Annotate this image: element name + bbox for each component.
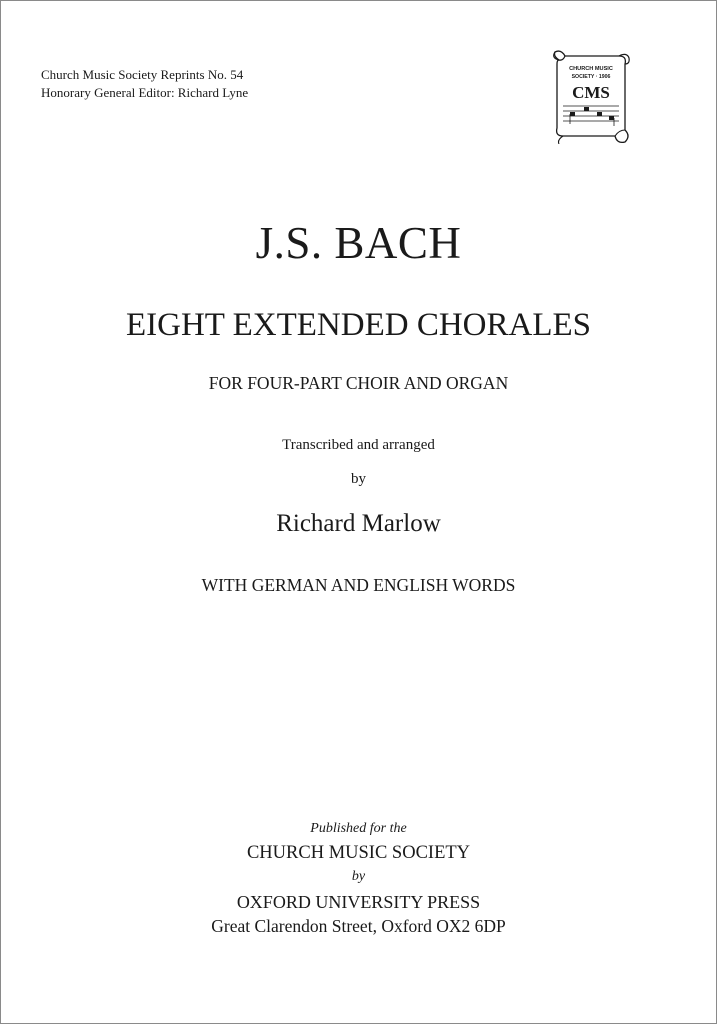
arranger-by: by: [351, 471, 366, 487]
editor-line: Honorary General Editor: Richard Lyne: [41, 85, 249, 100]
arranger-name: Richard Marlow: [276, 510, 441, 537]
composer-name: J.S. BACH: [255, 218, 462, 268]
logo-initials: CMS: [572, 83, 610, 102]
language-note: WITH GERMAN AND ENGLISH WORDS: [201, 575, 516, 595]
logo-top-text: CHURCH MUSIC: [569, 66, 613, 72]
publisher-address: Great Clarendon Street, Oxford OX2 6DP: [211, 916, 506, 936]
series-info: [41, 66, 248, 102]
published-for-line: Published for the: [310, 821, 407, 836]
publisher-name: OXFORD UNIVERSITY PRESS: [236, 892, 481, 912]
society-name: CHURCH MUSIC SOCIETY: [246, 843, 471, 863]
series-line: Church Music Society Reprints No. 54: [41, 67, 244, 82]
cms-scroll-emblem-icon: [549, 50, 633, 144]
work-subtitle: FOR FOUR-PART CHOIR AND ORGAN: [208, 373, 509, 393]
cms-logo: [549, 50, 633, 144]
arrangement-credit: Transcribed and arranged: [282, 437, 435, 453]
logo-mid-text: SOCIETY · 1906: [571, 74, 611, 80]
publisher-by: by: [351, 869, 366, 884]
work-title: EIGHT EXTENDED CHORALES: [125, 307, 591, 343]
